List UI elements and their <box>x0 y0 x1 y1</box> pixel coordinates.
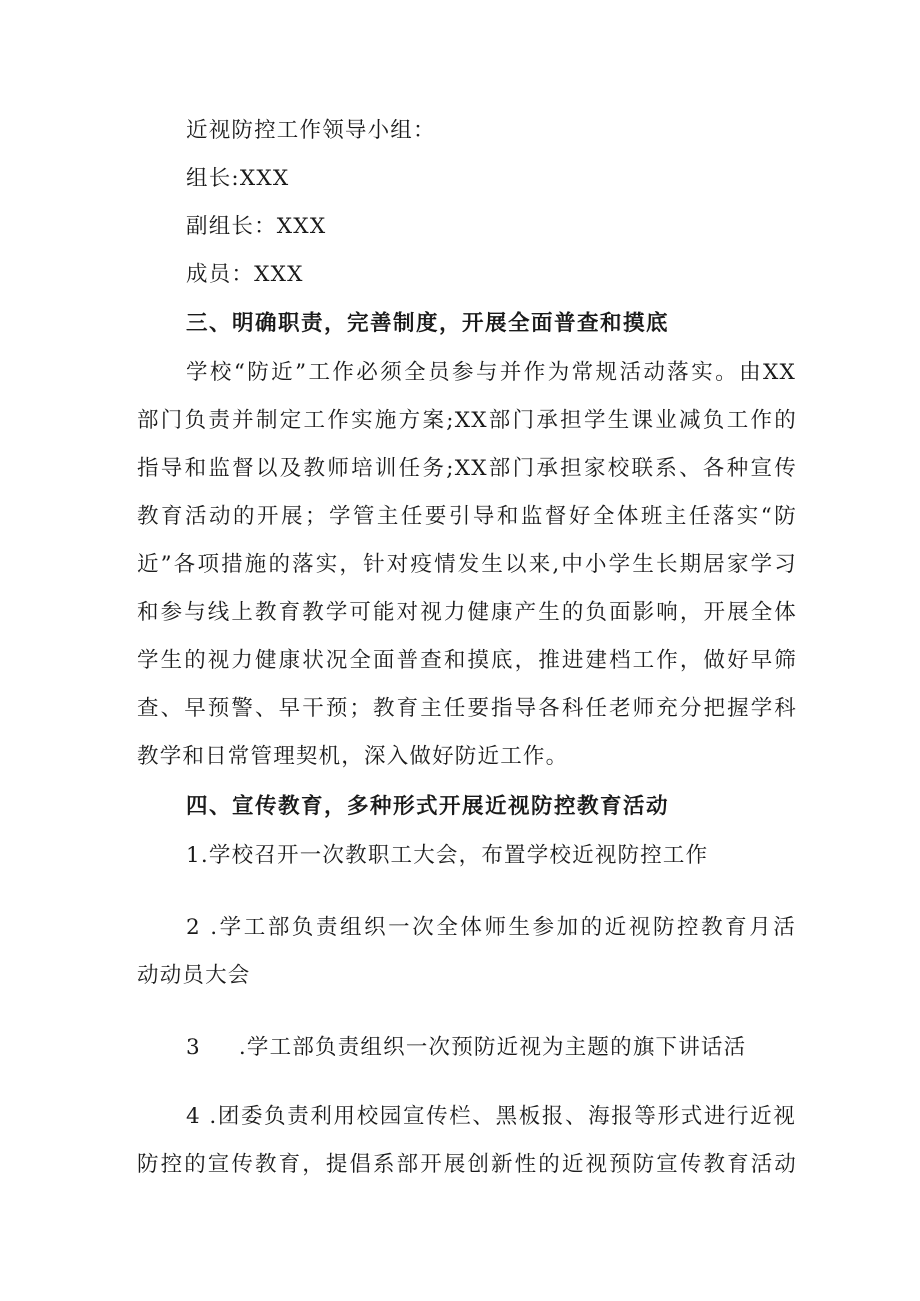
section4-heading: 四、宣传教育，多种形式开展近视防控教育活动 <box>186 794 670 819</box>
section3-line: 查、早预警、早干预；教育主任要指导各科任老师充分把握学科 <box>137 696 797 721</box>
section4-item-4-line: 防控的宣传教育，提倡系部开展创新性的近视预防宣传教育活动 <box>137 1152 797 1177</box>
group-title: 近视防控工作领导小组： <box>186 118 436 143</box>
section4-item-3-text: .学工部负责组织一次预防近视为主题的旗下讲话活 <box>238 1035 747 1060</box>
section4-item-3-number: 3 <box>186 1035 201 1060</box>
section3-line: 部门负责并制定工作实施方案;XX部门承担学生课业减负工作的 <box>137 408 797 433</box>
section3-line: 指导和监督以及教师培训任务;XX部门承担家校联系、各种宣传 <box>137 456 797 481</box>
section3-line: 和参与线上教育教学可能对视力健康产生的负面影响，开展全体 <box>137 600 797 625</box>
section4-item-2-line: 2 .学工部负责组织一次全体师生参加的近视防控教育月活 <box>186 915 796 940</box>
group-vice-leader: 副组长：XXX <box>186 214 327 239</box>
section4-item-1: 1.学校召开一次教职工大会，布置学校近视防控工作 <box>186 843 709 868</box>
section3-heading: 三、明确职责，完善制度，开展全面普查和摸底 <box>186 311 670 336</box>
section3-line: 学校“防近”工作必须全员参与并作为常规活动落实。由XX <box>186 360 796 385</box>
section3-line: 教育活动的开展；学管主任要引导和监督好全体班主任落实“防 <box>137 504 797 529</box>
section3-line: 近”各项措施的落实，针对疫情发生以来,中小学生长期居家学习 <box>137 552 797 577</box>
section4-item-4-line: 4 .团委负责利用校园宣传栏、黑板报、海报等形式进行近视 <box>186 1104 796 1129</box>
section3-line: 教学和日常管理契机，深入做好防近工作。 <box>137 744 569 769</box>
section3-line: 学生的视力健康状况全面普查和摸底，推进建档工作，做好早筛 <box>137 648 797 673</box>
section4-item-3 <box>186 1025 796 1071</box>
section4-item-2-line: 动动员大会 <box>137 963 251 988</box>
group-leader: 组长:XXX <box>186 166 290 191</box>
group-members: 成员：XXX <box>186 262 304 287</box>
